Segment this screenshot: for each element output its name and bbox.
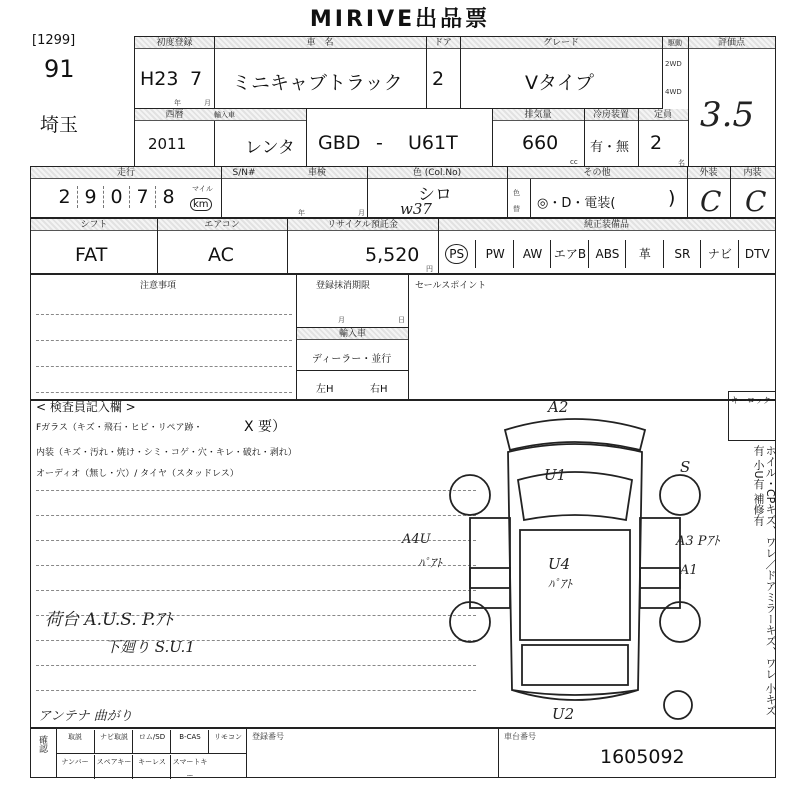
footer-left-label: 確認	[37, 735, 47, 753]
lot-box	[30, 25, 134, 153]
hdr-ac: 冷房装置	[584, 109, 638, 121]
equipment-item: SR	[663, 240, 701, 268]
lot-number: [1299]	[32, 33, 76, 48]
footer-check-item: ナンバー	[61, 758, 89, 766]
hdr-sn: S/N#	[221, 167, 267, 179]
color-options: ◎・D・電装(	[537, 196, 616, 211]
hdr-doors: ドア	[426, 37, 460, 49]
footer-check-item: スマートキー	[170, 755, 209, 779]
color-close: )	[668, 187, 676, 209]
hdr-equipment-top: その他	[507, 167, 687, 179]
hdr-import-type: 輸入車	[297, 328, 408, 340]
model-sep: -	[376, 132, 383, 154]
displacement-value: 660	[522, 132, 559, 154]
seats-value: 2	[650, 132, 663, 154]
model-code: U61T	[408, 132, 458, 154]
inspector-line3: オーディオ（無し・穴）/ タイヤ（スタッドレス）	[36, 469, 239, 479]
color-b: 替	[513, 205, 520, 213]
footer-check-item: ナビ取説	[94, 730, 133, 754]
diagram-u4: U4	[548, 555, 571, 573]
mileage-digit: 0	[103, 186, 129, 208]
rating-score: 3.5	[700, 95, 755, 135]
first-reg-era: H23	[140, 68, 179, 90]
hdr-shift: シフト	[31, 219, 157, 231]
color-a: 色	[513, 189, 520, 197]
diagram-u1: U1	[544, 466, 567, 484]
mileage-digits	[52, 186, 181, 208]
aircon-value: AC	[208, 244, 234, 266]
shaken-year: 年	[298, 209, 305, 217]
car-diagram-icon	[430, 400, 720, 730]
hdr-shaken: 車検	[267, 167, 367, 179]
selling-points-label: セールスポイント	[415, 281, 487, 291]
equipment-item: AW	[513, 240, 551, 268]
hdr-equipment: 純正装備品	[438, 219, 775, 231]
hdr-recycle: リサイクル預託金	[287, 219, 438, 231]
mileage-digit: 8	[155, 186, 181, 208]
diagram-a3: A3 Pｱﾄ	[676, 534, 720, 549]
reg-number-label: 登録番号	[252, 732, 284, 741]
year-value: 2011	[148, 135, 187, 153]
lot-number-value: 1605092	[600, 746, 685, 768]
mileage-digit: 9	[77, 186, 103, 208]
footer-check-item: 取説	[68, 733, 82, 741]
equipment-item: ナビ	[700, 240, 738, 268]
hand-note-1: 荷台 A.U.S. P.ｱﾄ	[45, 610, 173, 630]
diagram-a1: A1	[680, 563, 698, 578]
equipment-item: DTV	[738, 240, 776, 268]
hdr-import: 輸入車	[214, 109, 306, 121]
mileage-digit: 7	[129, 186, 155, 208]
footer-check-item: スペアキー	[94, 755, 133, 779]
hdr-drive: 駆動	[662, 37, 688, 49]
equipment-item: PW	[475, 240, 513, 268]
inspector-line1-x: X 要）	[244, 419, 287, 435]
key-lock-label: キーロック	[731, 396, 771, 405]
month-unit: 月	[204, 99, 211, 107]
right-h: 右H	[370, 384, 388, 395]
lot-value: 91	[44, 55, 75, 83]
diagram-patch: ﾊﾟｱﾄ	[548, 577, 573, 591]
page-title: MIRIVE出品票	[309, 7, 491, 32]
equipment-item: 革	[625, 240, 663, 268]
prefecture: 埼玉	[40, 114, 79, 136]
hdr-car-name: 車 名	[214, 37, 426, 49]
model-prefix: GBD	[318, 132, 361, 154]
inspector-label: < 検査員記入欄 >	[36, 400, 136, 414]
reg-date-label: 登録抹消期限	[316, 281, 371, 291]
diagram-u2: U2	[552, 705, 575, 723]
exterior-grade: C	[700, 185, 722, 218]
year-unit: 年	[174, 99, 181, 107]
drive-4wd: 4WD	[665, 88, 682, 96]
ac-value: 有・無	[590, 140, 630, 155]
color-name: シロ	[418, 185, 452, 205]
cc-unit: cc	[570, 158, 578, 166]
inspector-line1: Fガラス（キズ・飛石・ヒビ・リペア跡・	[36, 423, 203, 433]
usage-value: レンタ	[245, 138, 295, 158]
km-unit: km	[190, 198, 212, 211]
recycle-value: 5,520	[365, 244, 420, 266]
drive-2wd: 2WD	[665, 60, 682, 68]
diagram-a2: A2	[548, 398, 569, 416]
diagram-s: S	[680, 458, 691, 476]
yen-unit: 円	[426, 265, 433, 273]
mileage-digit: 2	[58, 186, 71, 208]
footer-check-item: ロム/SD	[132, 730, 171, 754]
equipment-item: ABS	[588, 240, 626, 268]
doors-value: 2	[432, 68, 445, 90]
dealer-label: ディーラー・並行	[312, 354, 392, 365]
inspector-line2: 内装（キズ・汚れ・焼け・シミ・コゲ・穴・キレ・破れ・剥れ）	[36, 448, 297, 458]
side-note: ホイル・CPキズ、ワレ／ドアミラーキズ、ワレ 小キズ有 小U有 補修有	[752, 445, 777, 716]
ps-circle-icon: PS	[445, 244, 468, 264]
hdr-year: 西暦	[135, 109, 214, 121]
color-code: w37	[400, 200, 432, 218]
notes-label: 注意事項	[140, 281, 177, 291]
equipment-item	[438, 240, 475, 268]
shaken-month: 月	[358, 209, 365, 217]
hand-note-2: 下廻り S.U.1	[105, 638, 195, 656]
hdr-displacement: 排気量	[492, 109, 584, 121]
mile-unit: マイル	[192, 185, 213, 193]
person-unit: 名	[678, 159, 685, 167]
hdr-interior: 内装	[730, 167, 775, 179]
interior-grade: C	[745, 185, 767, 218]
hdr-rating: 評価点	[688, 37, 775, 49]
hdr-seats: 定員	[638, 109, 688, 121]
diagram-a4b: ﾊﾟｱﾄ	[418, 556, 443, 570]
reg-day: 日	[398, 316, 405, 324]
left-h: 左H	[316, 384, 334, 395]
hdr-exterior: 外装	[687, 167, 730, 179]
footer-check-item: キーレス	[132, 755, 171, 779]
lot-number-label: 車台番号	[504, 732, 536, 741]
footer-check-item: B-CAS	[170, 730, 209, 754]
diagram-a4: A4U	[402, 532, 431, 547]
shift-value: FAT	[75, 244, 108, 266]
hdr-aircon: エアコン	[157, 219, 287, 231]
first-reg-month: 7	[190, 68, 203, 90]
hdr-first-reg: 初度登録	[135, 37, 214, 49]
hdr-color: 色 (Col.No)	[367, 167, 507, 179]
car-name: ミニキャブトラック	[232, 72, 403, 94]
hand-note-3: アンテナ 曲がり	[38, 709, 133, 724]
hdr-grade: グレード	[460, 37, 662, 49]
footer-check-item: リモコン	[208, 730, 247, 754]
equipment-item: エアB	[550, 240, 588, 268]
grade-value: Vタイプ	[525, 72, 595, 94]
reg-month: 月	[338, 316, 345, 324]
hdr-mileage: 走行	[31, 167, 221, 179]
